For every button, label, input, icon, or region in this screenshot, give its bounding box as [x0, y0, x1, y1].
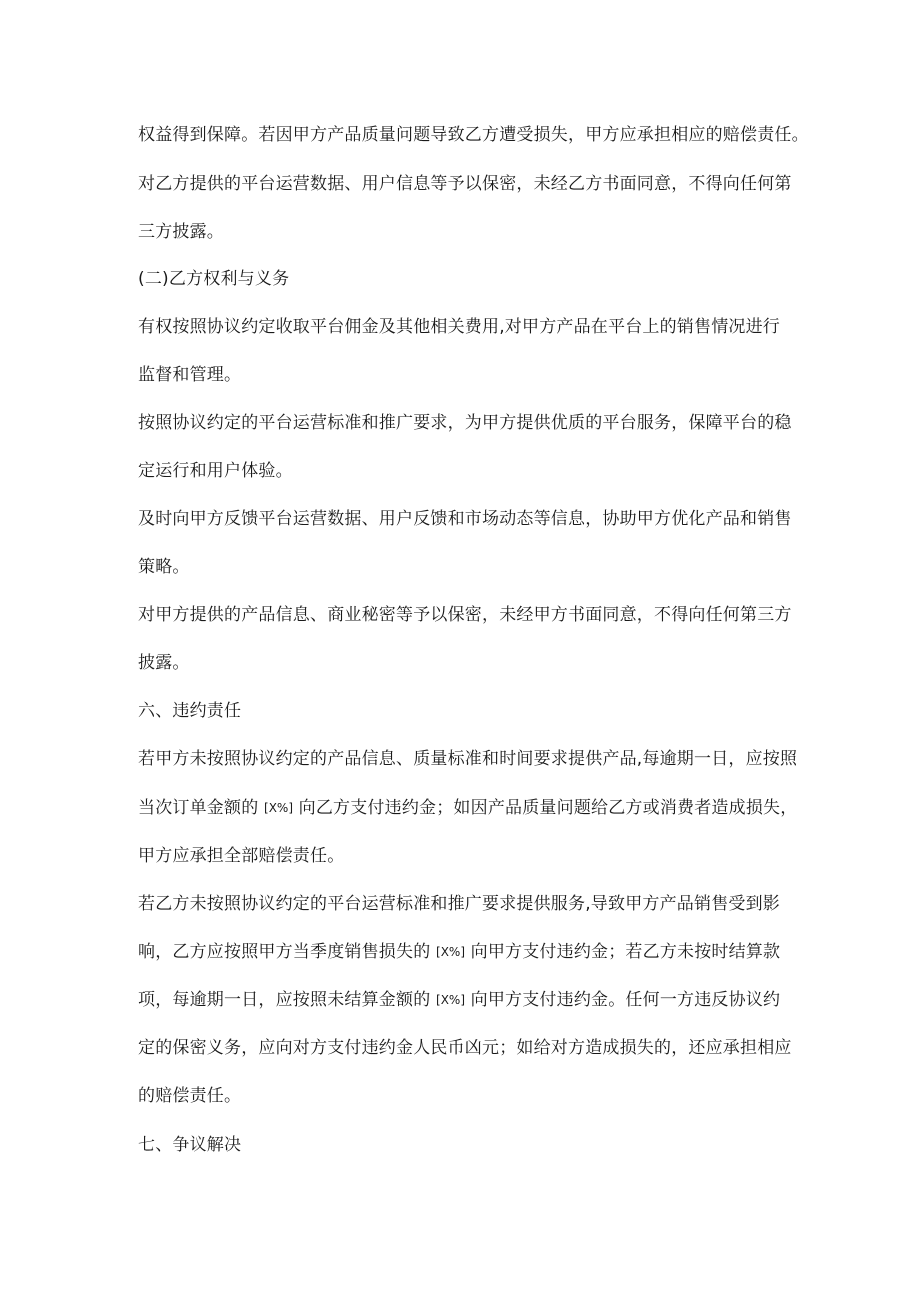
- text-line: 披露。: [138, 653, 190, 673]
- text-line: 对甲方提供的产品信息、商业秘密等予以保密，未经甲方书面同意，不得向任何第三方: [138, 605, 792, 625]
- text-line: 定的保密义务，应向对方支付违约金人民币凶元；如给对方造成损失的，还应承担相应: [138, 1038, 792, 1058]
- text-line: 甲方应承担全部赔偿责任。: [138, 846, 345, 866]
- section-heading: (二)乙方权利与义务: [138, 269, 290, 289]
- section-heading: 七、争议解决: [138, 1135, 242, 1155]
- text-segment: 向甲方支付违约金。任何一方违反协议约: [465, 990, 781, 1010]
- text-segment: 向乙方支付违约金；如因产品质量问题给乙方或消费者造成损失，: [293, 798, 798, 818]
- text-line: 三方披露。: [138, 222, 224, 242]
- text-line: 策略。: [138, 557, 190, 577]
- text-line: 有权按照协议约定收取平台佣金及其他相关费用,对甲方产品在平台上的销售情况进行: [138, 317, 781, 337]
- text-line: 监督和管理。: [138, 365, 242, 385]
- text-line: 定运行和用户体验。: [138, 461, 293, 481]
- text-segment: 当次订单金额的: [138, 798, 265, 818]
- text-line: 按照协议约定的平台运营标准和推广要求，为甲方提供优质的平台服务，保障平台的稳: [138, 413, 792, 433]
- text-line: 及时向甲方反馈平台运营数据、用户反馈和市场动态等信息，协助甲方优化产品和销售: [138, 509, 792, 529]
- text-line: 权益得到保障。若因甲方产品质量问题导致乙方遭受损失，甲方应承担相应的赔偿责任。: [138, 125, 809, 145]
- text-line: 的赔偿责任。: [138, 1086, 242, 1106]
- text-segment: 项，每逾期一日，应按照未结算金额的: [138, 990, 437, 1010]
- text-line: 对乙方提供的平台运营数据、用户信息等予以保密，未经乙方书面同意，不得向任何第: [138, 174, 792, 194]
- percent-placeholder: [X%]: [264, 801, 294, 815]
- text-line: [138, 796, 797, 820]
- section-heading: 六、违约责任: [138, 701, 242, 721]
- text-line: [138, 940, 780, 964]
- text-segment: 响，乙方应按照甲方当季度销售损失的: [138, 942, 437, 962]
- text-line: 若乙方未按照协议约定的平台运营标准和推广要求提供服务,导致甲方产品销售受到影: [138, 894, 781, 914]
- percent-placeholder: [X%]: [436, 945, 466, 959]
- text-segment: 向甲方支付违约金；若乙方未按时结算款: [465, 942, 781, 962]
- text-line: [138, 988, 780, 1012]
- percent-placeholder: [X%]: [436, 993, 466, 1007]
- text-line: 若甲方未按照协议约定的产品信息、质量标准和时间要求提供产品,每逾期一日，应按照: [138, 749, 798, 769]
